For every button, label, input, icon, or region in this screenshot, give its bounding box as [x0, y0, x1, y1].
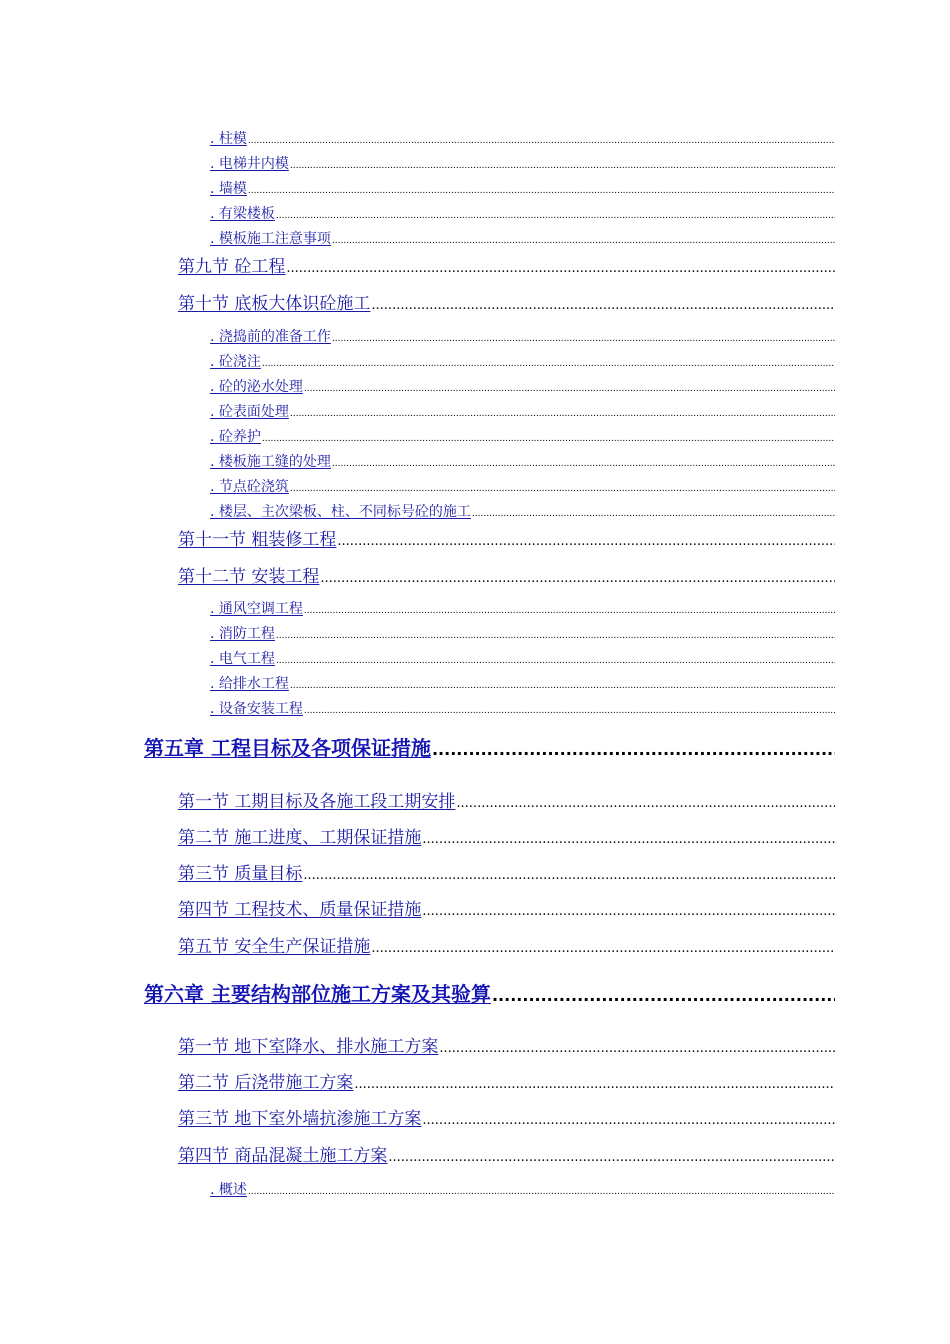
- toc-section-link[interactable]: [178, 895, 835, 920]
- toc-section-link[interactable]: [178, 1032, 835, 1057]
- toc-subitem-label: . 通风空调工程: [210, 601, 303, 617]
- dot-leader: [303, 868, 835, 883]
- dot-leader: [388, 1150, 835, 1165]
- dot-leader: [422, 1113, 835, 1128]
- toc-subitem-link[interactable]: [210, 426, 835, 446]
- toc-chapter-link[interactable]: [144, 732, 835, 761]
- toc-subitem-link[interactable]: [210, 153, 835, 173]
- dot-leader: [248, 136, 835, 146]
- toc-subitem-label: . 柱模: [210, 131, 247, 147]
- toc-subitem-link[interactable]: [210, 351, 835, 371]
- toc-subitem-label: . 浇捣前的准备工作: [210, 329, 331, 345]
- toc-subitem-link[interactable]: [210, 476, 835, 496]
- dot-leader: [422, 832, 835, 847]
- dot-leader: [290, 161, 835, 171]
- toc-section-label: 第九节 砼工程: [178, 257, 286, 277]
- dot-leader: [439, 1041, 835, 1056]
- toc-subitem-label: . 给排水工程: [210, 676, 289, 692]
- toc-section-label: 第四节 工程技术、质量保证措施: [178, 900, 422, 920]
- dot-leader: [276, 631, 835, 641]
- dot-leader: [304, 606, 835, 616]
- toc-subitem-link[interactable]: [210, 326, 835, 346]
- toc-section-link[interactable]: [178, 252, 835, 277]
- toc-section-label: 第四节 商品混凝土施工方案: [178, 1146, 388, 1166]
- toc-subitem-link[interactable]: [210, 673, 835, 693]
- toc-section-label: 第五节 安全生产保证措施: [178, 937, 371, 957]
- toc-subitem-label: . 电气工程: [210, 651, 275, 667]
- toc-subitem-link[interactable]: [210, 401, 835, 421]
- toc-section-link[interactable]: [178, 1141, 835, 1166]
- toc-subitem-label: . 墙模: [210, 181, 247, 197]
- dot-leader: [262, 434, 835, 444]
- dot-leader: [332, 236, 835, 246]
- toc-subitem-link[interactable]: [210, 648, 835, 668]
- toc-subitem-link[interactable]: [210, 623, 835, 643]
- toc-section-link[interactable]: [178, 1068, 835, 1093]
- dot-leader: [290, 681, 835, 691]
- toc-subitem-link[interactable]: [210, 228, 835, 248]
- dot-leader: [248, 186, 835, 196]
- toc-subitem-label: . 砼表面处理: [210, 404, 289, 420]
- toc-chapter-label: 第五章 工程目标及各项保证措施: [144, 736, 431, 760]
- toc-subitem-link[interactable]: [210, 501, 835, 521]
- dot-leader: [286, 261, 835, 276]
- toc-chapter-link[interactable]: [144, 978, 835, 1007]
- dot-leader: [304, 706, 835, 716]
- dot-leader: [290, 484, 835, 494]
- toc-section-link[interactable]: [178, 787, 835, 812]
- toc-chapter-label: 第六章 主要结构部位施工方案及其验算: [144, 982, 491, 1006]
- toc-subitem-label: . 有梁楼板: [210, 206, 275, 222]
- dot-leader: [456, 796, 835, 811]
- dot-leader: [371, 941, 835, 956]
- dot-leader: [248, 1187, 835, 1197]
- toc-section-link[interactable]: [178, 289, 835, 314]
- toc-section-link[interactable]: [178, 932, 835, 957]
- toc-subitem-link[interactable]: [210, 376, 835, 396]
- dot-leader: [320, 571, 835, 586]
- dot-leader: [332, 334, 835, 344]
- toc-subitem-label: . 电梯井内模: [210, 156, 289, 172]
- dot-leader: [262, 359, 835, 369]
- toc-subitem-link[interactable]: [210, 1179, 835, 1199]
- toc-subitem-label: . 消防工程: [210, 626, 275, 642]
- toc-section-link[interactable]: [178, 525, 835, 550]
- dot-leader: [290, 409, 835, 419]
- toc-subitem-link[interactable]: [210, 698, 835, 718]
- toc-subitem-label: . 模板施工注意事项: [210, 231, 331, 247]
- toc-section-label: 第十二节 安装工程: [178, 567, 320, 587]
- dot-leader: [354, 1077, 835, 1092]
- dot-leader: [492, 986, 835, 1005]
- toc-subitem-label: . 砼养护: [210, 429, 261, 445]
- toc-section-label: 第三节 质量目标: [178, 864, 303, 884]
- toc-subitem-label: . 概述: [210, 1182, 247, 1198]
- toc-section-label: 第十节 底板大体识砼施工: [178, 294, 371, 314]
- dot-leader: [276, 656, 835, 666]
- dot-leader: [422, 904, 835, 919]
- dot-leader: [337, 534, 835, 549]
- toc-section-link[interactable]: [178, 823, 835, 848]
- toc-section-label: 第三节 地下室外墙抗渗施工方案: [178, 1109, 422, 1129]
- toc-section-label: 第二节 后浇带施工方案: [178, 1073, 354, 1093]
- toc-subitem-link[interactable]: [210, 598, 835, 618]
- toc-subitem-link[interactable]: [210, 203, 835, 223]
- toc-section-label: 第一节 工期目标及各施工段工期安排: [178, 792, 456, 812]
- toc-subitem-label: . 设备安装工程: [210, 701, 303, 717]
- toc-subitem-link[interactable]: [210, 128, 835, 148]
- toc-subitem-link[interactable]: [210, 178, 835, 198]
- dot-leader: [304, 384, 835, 394]
- dot-leader: [371, 298, 835, 313]
- toc-section-link[interactable]: [178, 1104, 835, 1129]
- toc-section-label: 第一节 地下室降水、排水施工方案: [178, 1037, 439, 1057]
- toc-section-label: 第十一节 粗装修工程: [178, 530, 337, 550]
- dot-leader: [472, 509, 835, 519]
- toc-subitem-label: . 砼浇注: [210, 354, 261, 370]
- dot-leader: [432, 740, 835, 759]
- toc-subitem-label: . 砼的泌水处理: [210, 379, 303, 395]
- dot-leader: [332, 459, 835, 469]
- toc-section-link[interactable]: [178, 562, 835, 587]
- dot-leader: [276, 211, 835, 221]
- toc-section-link[interactable]: [178, 859, 835, 884]
- toc-subitem-label: . 楼层、主次梁板、柱、不同标号砼的施工: [210, 504, 471, 520]
- toc-subitem-label: . 节点砼浇筑: [210, 479, 289, 495]
- toc-section-label: 第二节 施工进度、工期保证措施: [178, 828, 422, 848]
- toc-subitem-label: . 楼板施工缝的处理: [210, 454, 331, 470]
- toc-subitem-link[interactable]: [210, 451, 835, 471]
